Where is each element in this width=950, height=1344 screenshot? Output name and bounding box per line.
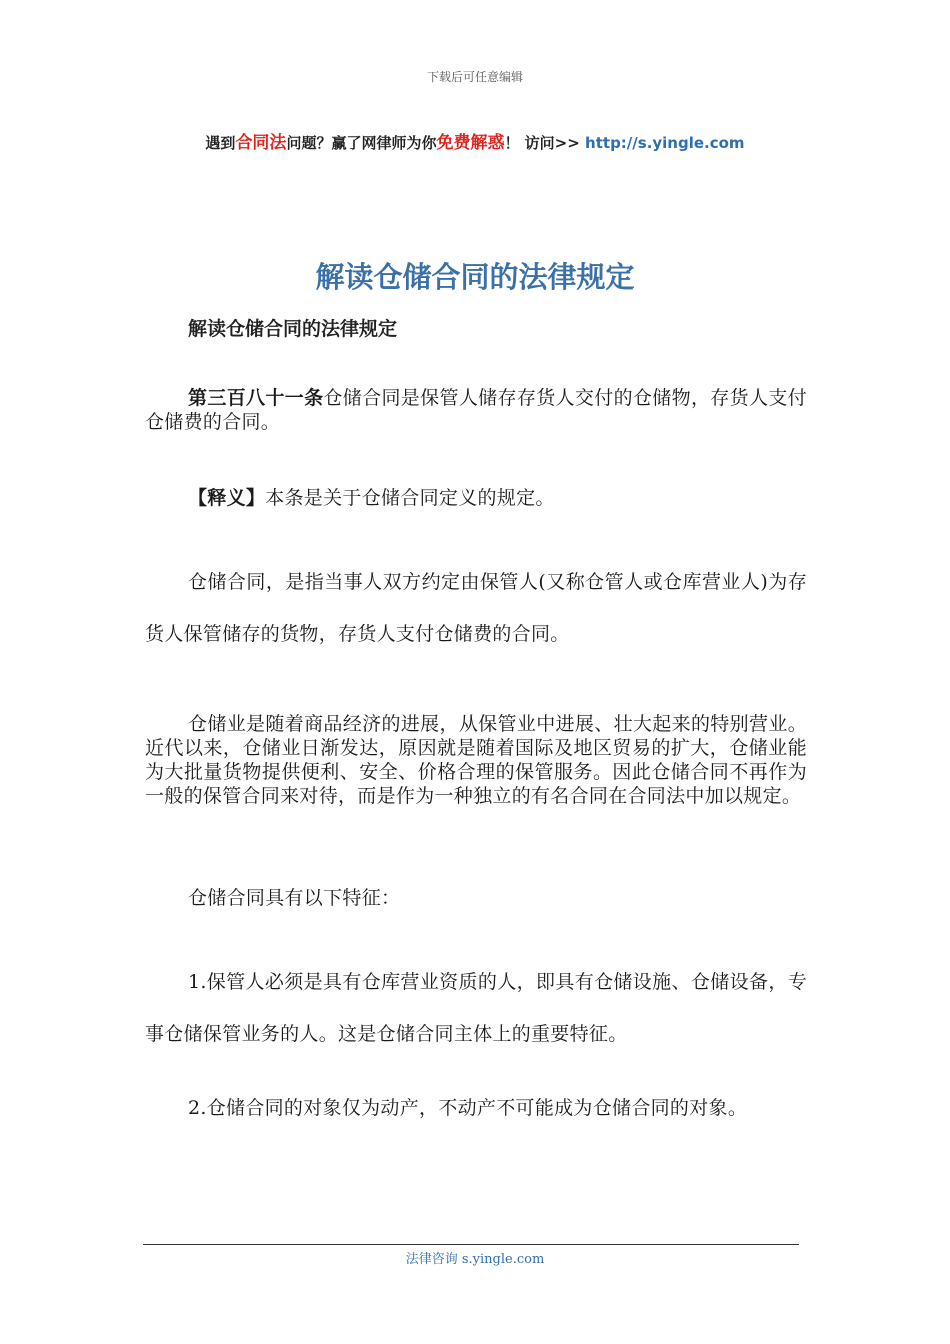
banner-link[interactable]: http://s.yingle.com bbox=[585, 134, 745, 152]
paragraph-interpretation bbox=[145, 486, 807, 510]
footer-link[interactable]: 法律咨询 s.yingle.com bbox=[405, 1252, 545, 1267]
banner-text-1: 遇到 bbox=[205, 134, 236, 152]
banner-highlight-contract-law: 合同法 bbox=[235, 133, 287, 153]
paragraph-definition: 仓储合同，是指当事人双方约定由保管人(又称仓管人或仓库营业人)为存货人保管储存的货物，存货人支付仓储费的合同。 bbox=[145, 571, 807, 645]
article-number: 第三百八十一条 bbox=[188, 387, 324, 409]
document-subtitle: 解读仓储合同的法律规定 bbox=[188, 318, 398, 340]
footer-divider bbox=[143, 1244, 799, 1245]
promo-banner bbox=[0, 128, 950, 153]
banner-highlight-free: 免费解惑 bbox=[436, 133, 505, 153]
paragraph-feature-1: 1.保管人必须是具有仓库营业资质的人，即具有仓储设施、仓储设备，专事仓储保管业务的人。这是仓储合同主体上的重要特征。 bbox=[145, 971, 807, 1045]
banner-text-2: 问题？赢了网律师为你 bbox=[286, 134, 437, 152]
paragraph-article-381 bbox=[145, 386, 807, 434]
paragraph-features-intro: 仓储合同具有以下特征： bbox=[188, 887, 401, 909]
paragraph-feature-2: 2.仓储合同的对象仅为动产，不动产不可能成为仓储合同的对象。 bbox=[188, 1097, 748, 1119]
interpretation-label: 【释义】 bbox=[188, 487, 266, 509]
article-text: 仓储合同是保管人储存存货人交付的仓储物，存货人支付仓储费的合同。 bbox=[145, 387, 807, 433]
header-note: 下载后可任意编辑 bbox=[426, 70, 523, 84]
banner-text-3: ！ 访问>> bbox=[504, 134, 586, 152]
document-title: 解读仓储合同的法律规定 bbox=[315, 260, 635, 294]
paragraph-history: 仓储业是随着商品经济的进展，从保管业中进展、壮大起来的特别营业。近代以来，仓储业日渐发达，原因就是随着国际及地区贸易的扩大，仓储业能为大批量货物提供便利、安全、价格合理的保管服务。因此仓储合同不再作为一般的保管合同来对待，而是作为一种独立的有名合同在合同法中加以规定。 bbox=[145, 713, 807, 807]
interpretation-text: 本条是关于仓储合同定义的规定。 bbox=[265, 487, 555, 509]
